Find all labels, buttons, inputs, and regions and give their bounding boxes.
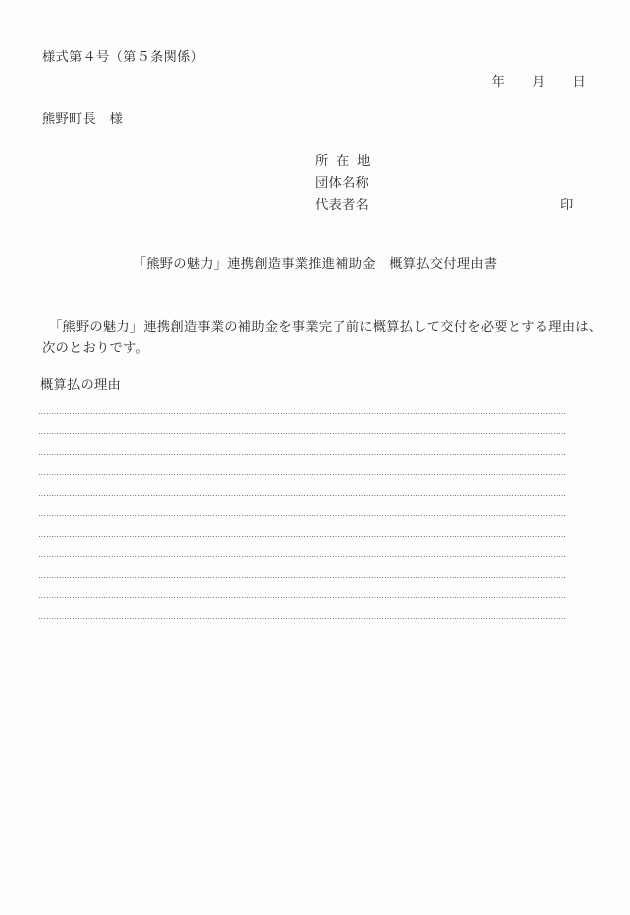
dotted-fill-line <box>39 434 567 455</box>
body-paragraph: 「熊野の魅力」連携創造事業の補助金を事業完了前に概算払して交付を必要とする理由は、 次のとおりです。 <box>42 319 603 356</box>
reason-fill-lines <box>39 393 567 619</box>
dotted-fill-line <box>39 496 567 517</box>
applicant-organization-label: 団体名称 <box>315 175 369 190</box>
applicant-address-label: 所在地 <box>315 153 378 168</box>
seal-mark: 印 <box>560 197 574 212</box>
dotted-fill-line <box>39 475 567 496</box>
form-number: 様式第４号（第５条関係） <box>42 49 204 64</box>
date-placeholder-line: 年 月 日 <box>491 74 586 89</box>
dotted-fill-line <box>39 598 567 619</box>
dotted-fill-line <box>39 414 567 435</box>
dotted-fill-line <box>39 578 567 599</box>
addressee: 熊野町長 様 <box>42 111 123 126</box>
dotted-fill-line <box>39 516 567 537</box>
dotted-fill-line <box>39 557 567 578</box>
document-title: 「熊野の魅力」連携創造事業推進補助金 概算払交付理由書 <box>132 256 498 271</box>
dotted-fill-line <box>39 455 567 476</box>
dotted-fill-line <box>39 537 567 558</box>
dotted-fill-line <box>39 393 567 414</box>
reason-section-label: 概算払の理由 <box>40 377 121 392</box>
applicant-representative-label: 代表者名 <box>315 197 369 212</box>
